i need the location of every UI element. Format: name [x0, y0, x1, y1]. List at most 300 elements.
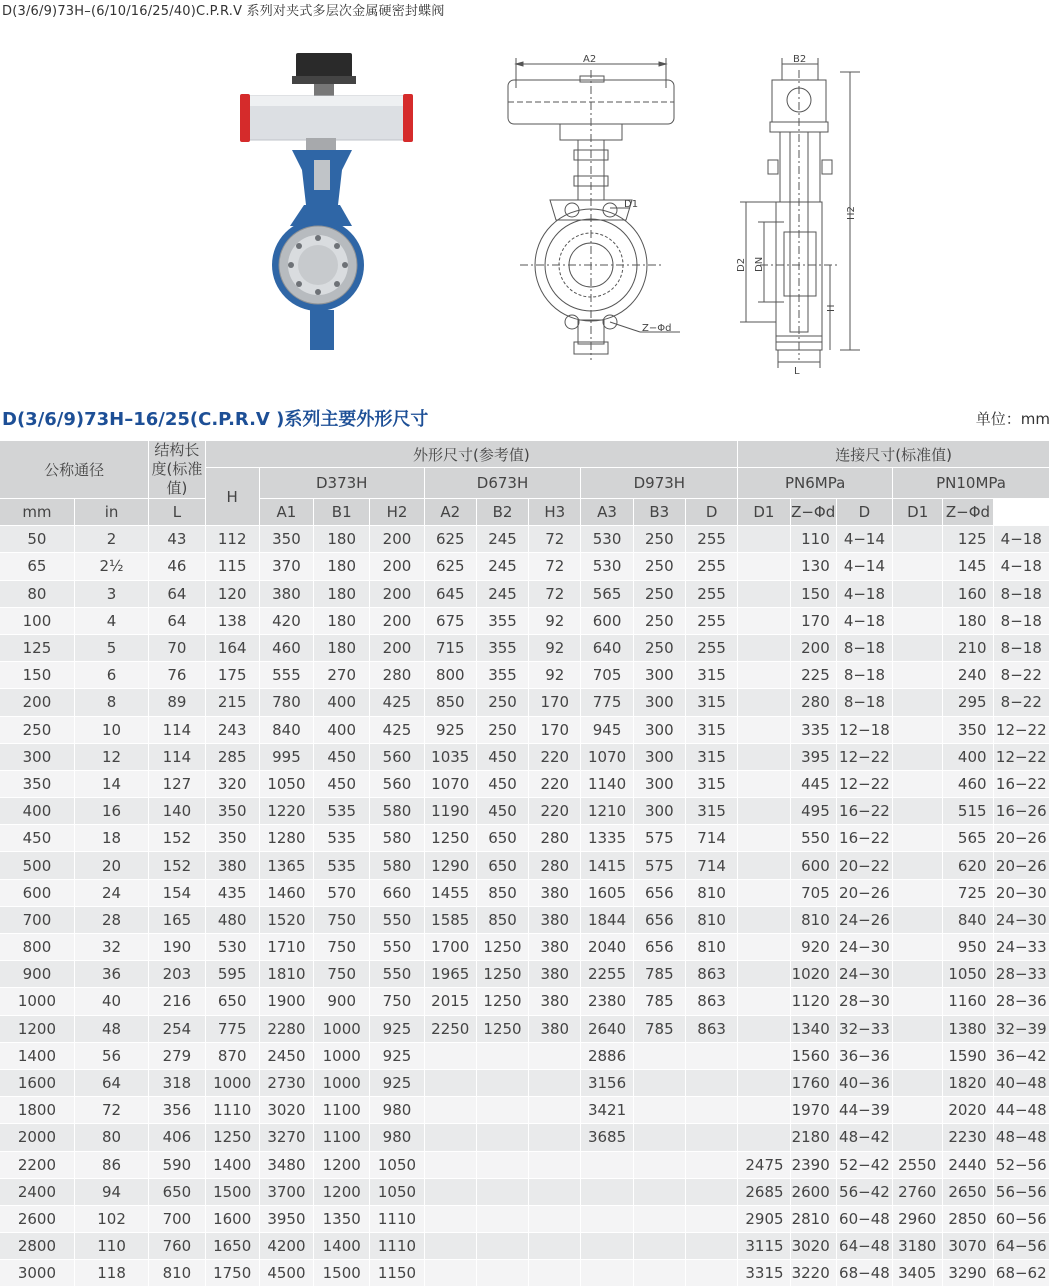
table-cell: 920: [790, 934, 836, 961]
table-cell: 495: [790, 798, 836, 825]
table-cell: 1844: [581, 906, 633, 933]
table-cell: 315: [685, 716, 737, 743]
table-cell: 12−22: [993, 743, 1049, 770]
table-cell: 8−18: [993, 580, 1049, 607]
table-cell: 12−22: [836, 770, 892, 797]
table-cell: [738, 1097, 790, 1124]
table-cell: 1400: [314, 1233, 370, 1260]
table-cell: 2886: [581, 1042, 633, 1069]
table-cell: 72: [529, 526, 581, 553]
table-cell: [424, 1124, 476, 1151]
table-cell: 355: [476, 634, 528, 661]
table-row: [0, 906, 1050, 933]
table-cell: 250: [633, 607, 685, 634]
table-cell: 3700: [259, 1178, 313, 1205]
table-cell: 425: [370, 689, 424, 716]
table-cell: 130: [790, 553, 836, 580]
table-cell: 24−30: [993, 906, 1049, 933]
table-cell: 112: [205, 526, 259, 553]
table-cell: [893, 1042, 943, 1069]
table-cell: 1110: [370, 1233, 424, 1260]
table-cell: 2810: [790, 1205, 836, 1232]
table-row: [0, 1069, 1050, 1096]
table-cell: 3180: [893, 1233, 943, 1260]
table-cell: 750: [314, 961, 370, 988]
table-cell: [476, 1233, 528, 1260]
table-row: [0, 580, 1050, 607]
table-cell: 380: [205, 852, 259, 879]
table-cell: [893, 961, 943, 988]
table-row: [0, 689, 1050, 716]
table-row: [0, 1178, 1050, 1205]
table-cell: [893, 1069, 943, 1096]
table-cell: 6: [74, 662, 148, 689]
table-cell: 4−18: [836, 607, 892, 634]
table-cell: 245: [476, 580, 528, 607]
column-header: B3: [633, 499, 685, 526]
table-cell: 8−22: [993, 662, 1049, 689]
table-cell: 1590: [943, 1042, 993, 1069]
table-cell: [893, 580, 943, 607]
table-cell: 1415: [581, 852, 633, 879]
table-cell: 152: [149, 825, 205, 852]
table-cell: [893, 770, 943, 797]
table-cell: 8−18: [993, 607, 1049, 634]
table-cell: 318: [149, 1069, 205, 1096]
table-cell: 380: [529, 961, 581, 988]
table-cell: 1000: [314, 1015, 370, 1042]
table-cell: [738, 662, 790, 689]
table-cell: 118: [74, 1260, 148, 1287]
table-cell: [529, 1069, 581, 1096]
table-cell: 68−48: [836, 1260, 892, 1287]
column-header: H3: [529, 499, 581, 526]
table-cell: 2200: [0, 1151, 74, 1178]
table-cell: 36−42: [993, 1042, 1049, 1069]
table-cell: 80: [74, 1124, 148, 1151]
table-cell: 64: [149, 607, 205, 634]
table-cell: [738, 607, 790, 634]
table-cell: 44−48: [993, 1097, 1049, 1124]
table-cell: [529, 1233, 581, 1260]
table-cell: 995: [259, 743, 313, 770]
table-cell: 1250: [424, 825, 476, 852]
table-cell: 1460: [259, 879, 313, 906]
table-cell: 255: [685, 607, 737, 634]
table-cell: 1110: [205, 1097, 259, 1124]
table-row: [0, 961, 1050, 988]
table-cell: [685, 1260, 737, 1287]
table-cell: [738, 961, 790, 988]
table-cell: 445: [790, 770, 836, 797]
table-cell: 350: [0, 770, 74, 797]
table-cell: 255: [685, 580, 737, 607]
valve-photo: [240, 53, 413, 350]
table-cell: [581, 1151, 633, 1178]
table-cell: 70: [149, 634, 205, 661]
table-cell: 595: [205, 961, 259, 988]
table-cell: 250: [476, 689, 528, 716]
table-cell: 28−33: [993, 961, 1049, 988]
table-cell: 12−22: [836, 743, 892, 770]
table-cell: 550: [370, 934, 424, 961]
table-cell: 40: [74, 988, 148, 1015]
label-z-phi-d: Z−Φd: [642, 323, 672, 334]
table-cell: 2685: [738, 1178, 790, 1205]
table-cell: 254: [149, 1015, 205, 1042]
table-cell: 145: [943, 553, 993, 580]
table-cell: 600: [581, 607, 633, 634]
table-cell: 203: [149, 961, 205, 988]
table-row: [0, 1015, 1050, 1042]
table-cell: 350: [205, 825, 259, 852]
table-cell: 40−48: [993, 1069, 1049, 1096]
table-cell: [893, 526, 943, 553]
table-cell: 44−39: [836, 1097, 892, 1124]
label-l: L: [794, 366, 800, 377]
table-cell: [476, 1042, 528, 1069]
table-row: [0, 1151, 1050, 1178]
table-row: [0, 553, 1050, 580]
table-cell: 180: [314, 607, 370, 634]
table-cell: 92: [529, 662, 581, 689]
table-cell: [685, 1178, 737, 1205]
table-cell: 64−56: [993, 1233, 1049, 1260]
column-header: B1: [314, 499, 370, 526]
table-cell: [581, 1205, 633, 1232]
table-cell: 650: [205, 988, 259, 1015]
table-cell: 850: [424, 689, 476, 716]
table-cell: 1035: [424, 743, 476, 770]
table-cell: [738, 1069, 790, 1096]
table-cell: 28: [74, 906, 148, 933]
table-cell: [738, 906, 790, 933]
table-cell: 2255: [581, 961, 633, 988]
table-cell: 20−30: [993, 879, 1049, 906]
table-cell: 280: [370, 662, 424, 689]
table-cell: 2280: [259, 1015, 313, 1042]
table-cell: 1120: [790, 988, 836, 1015]
table-cell: 48−42: [836, 1124, 892, 1151]
table-cell: 36: [74, 961, 148, 988]
table-cell: 60−48: [836, 1205, 892, 1232]
column-header: A3: [581, 499, 633, 526]
table-cell: 450: [476, 743, 528, 770]
table-cell: 3020: [790, 1233, 836, 1260]
table-row: [0, 879, 1050, 906]
table-cell: 800: [0, 934, 74, 961]
table-cell: 570: [314, 879, 370, 906]
table-cell: [424, 1205, 476, 1232]
table-row: [0, 770, 1050, 797]
table-cell: 2960: [893, 1205, 943, 1232]
table-cell: 28−30: [836, 988, 892, 1015]
table-cell: 450: [476, 798, 528, 825]
table-cell: [738, 934, 790, 961]
table-row: [0, 1260, 1050, 1287]
table-cell: 1560: [790, 1042, 836, 1069]
table-cell: 1710: [259, 934, 313, 961]
table-cell: 94: [74, 1178, 148, 1205]
header-d673: D673H: [424, 468, 581, 499]
table-cell: 16: [74, 798, 148, 825]
table-cell: 2400: [0, 1178, 74, 1205]
table-cell: 2380: [581, 988, 633, 1015]
table-cell: [581, 1178, 633, 1205]
table-cell: 863: [685, 988, 737, 1015]
table-cell: 8−22: [993, 689, 1049, 716]
table-cell: 89: [149, 689, 205, 716]
table-cell: 450: [0, 825, 74, 852]
table-cell: 945: [581, 716, 633, 743]
table-cell: 150: [790, 580, 836, 607]
table-cell: 2250: [424, 1015, 476, 1042]
table-cell: 285: [205, 743, 259, 770]
table-cell: [476, 1260, 528, 1287]
table-cell: 180: [314, 526, 370, 553]
table-cell: 200: [790, 634, 836, 661]
table-cell: 780: [259, 689, 313, 716]
table-cell: 200: [370, 553, 424, 580]
table-cell: 1050: [370, 1151, 424, 1178]
table-cell: 125: [943, 526, 993, 553]
table-cell: 2650: [943, 1178, 993, 1205]
table-cell: 2450: [259, 1042, 313, 1069]
table-cell: 1350: [314, 1205, 370, 1232]
table-cell: 1970: [790, 1097, 836, 1124]
table-cell: 750: [370, 988, 424, 1015]
table-cell: 425: [370, 716, 424, 743]
table-cell: 76: [149, 662, 205, 689]
table-cell: 14: [74, 770, 148, 797]
table-cell: 700: [149, 1205, 205, 1232]
table-cell: 400: [314, 689, 370, 716]
table-cell: 1760: [790, 1069, 836, 1096]
table-cell: 3115: [738, 1233, 790, 1260]
table-cell: 980: [370, 1097, 424, 1124]
table-cell: 255: [685, 553, 737, 580]
table-cell: 315: [685, 662, 737, 689]
table-cell: 810: [685, 906, 737, 933]
table-cell: 750: [314, 906, 370, 933]
table-cell: 1500: [314, 1260, 370, 1287]
table-cell: 190: [149, 934, 205, 961]
table-cell: 3405: [893, 1260, 943, 1287]
table-cell: 1900: [259, 988, 313, 1015]
table-cell: 705: [581, 662, 633, 689]
section-title: D(3/6/9)73H–16/25(C.P.R.V )系列主要外形尺寸: [2, 409, 429, 430]
table-cell: 355: [476, 662, 528, 689]
table-cell: 72: [74, 1097, 148, 1124]
table-cell: 32: [74, 934, 148, 961]
table-cell: 400: [314, 716, 370, 743]
table-cell: 2760: [893, 1178, 943, 1205]
valve-illustrations: [0, 30, 1052, 390]
table-row: [0, 743, 1050, 770]
table-cell: 220: [529, 798, 581, 825]
table-cell: 460: [259, 634, 313, 661]
table-cell: 980: [370, 1124, 424, 1151]
table-cell: 4−14: [836, 553, 892, 580]
table-cell: [476, 1097, 528, 1124]
table-cell: 1800: [0, 1097, 74, 1124]
table-cell: [581, 1260, 633, 1287]
table-cell: 656: [633, 879, 685, 906]
table-cell: 1000: [314, 1042, 370, 1069]
table-cell: [738, 580, 790, 607]
table-cell: 220: [529, 743, 581, 770]
column-header: A1: [259, 499, 313, 526]
table-cell: 3220: [790, 1260, 836, 1287]
table-cell: 580: [370, 852, 424, 879]
table-cell: 656: [633, 934, 685, 961]
table-row: [0, 825, 1050, 852]
table-cell: 36−36: [836, 1042, 892, 1069]
table-cell: 2640: [581, 1015, 633, 1042]
table-cell: 580: [370, 798, 424, 825]
table-cell: 775: [205, 1015, 259, 1042]
table-cell: 1250: [476, 988, 528, 1015]
table-cell: [529, 1042, 581, 1069]
table-cell: 3315: [738, 1260, 790, 1287]
table-cell: 115: [205, 553, 259, 580]
table-cell: 210: [943, 634, 993, 661]
table-cell: 127: [149, 770, 205, 797]
header-outline: 外形尺寸(参考值): [205, 441, 738, 468]
table-cell: 2475: [738, 1151, 790, 1178]
table-row: [0, 988, 1050, 1015]
table-cell: 320: [205, 770, 259, 797]
table-cell: 250: [633, 526, 685, 553]
table-cell: 200: [370, 580, 424, 607]
table-cell: 72: [529, 553, 581, 580]
table-cell: 1605: [581, 879, 633, 906]
table-cell: 8−18: [993, 634, 1049, 661]
table-cell: [738, 988, 790, 1015]
table-cell: 240: [943, 662, 993, 689]
table-cell: 4200: [259, 1233, 313, 1260]
table-cell: [893, 852, 943, 879]
table-cell: 68−62: [993, 1260, 1049, 1287]
table-cell: 114: [149, 716, 205, 743]
table-cell: [738, 1015, 790, 1042]
table-cell: 255: [685, 634, 737, 661]
table-cell: 1150: [370, 1260, 424, 1287]
table-cell: 1110: [370, 1205, 424, 1232]
table-cell: 295: [943, 689, 993, 716]
table-cell: 200: [370, 634, 424, 661]
table-cell: 160: [943, 580, 993, 607]
table-cell: 925: [370, 1015, 424, 1042]
table-cell: 48−48: [993, 1124, 1049, 1151]
table-cell: 660: [370, 879, 424, 906]
table-cell: 775: [581, 689, 633, 716]
table-cell: 450: [476, 770, 528, 797]
table-cell: 600: [0, 879, 74, 906]
table-cell: [529, 1178, 581, 1205]
table-cell: [893, 662, 943, 689]
table-cell: 810: [685, 934, 737, 961]
table-cell: 810: [685, 879, 737, 906]
table-cell: 1250: [476, 934, 528, 961]
table-cell: 535: [314, 852, 370, 879]
table-cell: 565: [581, 580, 633, 607]
table-cell: 280: [790, 689, 836, 716]
table-cell: 216: [149, 988, 205, 1015]
table-cell: 140: [149, 798, 205, 825]
table-cell: 152: [149, 852, 205, 879]
table-row: [0, 607, 1050, 634]
table-cell: 406: [149, 1124, 205, 1151]
table-cell: 2½: [74, 553, 148, 580]
front-view-drawing: [508, 58, 680, 360]
table-cell: 315: [685, 743, 737, 770]
table-cell: 1020: [790, 961, 836, 988]
table-cell: [529, 1151, 581, 1178]
table-cell: 60−56: [993, 1205, 1049, 1232]
table-cell: [738, 1042, 790, 1069]
table-cell: 625: [424, 553, 476, 580]
table-cell: [738, 879, 790, 906]
table-cell: 4: [74, 607, 148, 634]
table-cell: 56−56: [993, 1178, 1049, 1205]
table-cell: 785: [633, 961, 685, 988]
table-cell: 16−26: [993, 798, 1049, 825]
label-a2: A2: [583, 54, 597, 65]
table-cell: [633, 1178, 685, 1205]
table-cell: 656: [633, 906, 685, 933]
table-cell: 175: [205, 662, 259, 689]
table-cell: 500: [0, 852, 74, 879]
table-row: [0, 934, 1050, 961]
table-cell: 52−56: [993, 1151, 1049, 1178]
table-row: [0, 1124, 1050, 1151]
table-cell: 245: [476, 553, 528, 580]
column-header: A2: [424, 499, 476, 526]
table-cell: [893, 879, 943, 906]
table-cell: 150: [0, 662, 74, 689]
table-cell: 380: [529, 1015, 581, 1042]
table-row: [0, 662, 1050, 689]
table-cell: 120: [205, 580, 259, 607]
table-cell: 8: [74, 689, 148, 716]
table-cell: 840: [259, 716, 313, 743]
table-cell: 1200: [0, 1015, 74, 1042]
table-cell: 2600: [0, 1205, 74, 1232]
table-cell: 180: [314, 634, 370, 661]
table-cell: 138: [205, 607, 259, 634]
table-cell: [633, 1069, 685, 1096]
table-cell: 625: [424, 526, 476, 553]
table-row: [0, 526, 1050, 553]
table-cell: 1070: [581, 743, 633, 770]
table-cell: 555: [259, 662, 313, 689]
table-cell: 350: [943, 716, 993, 743]
table-cell: 560: [370, 743, 424, 770]
table-cell: 2850: [943, 1205, 993, 1232]
table-cell: 300: [633, 798, 685, 825]
table-cell: 1455: [424, 879, 476, 906]
table-cell: 32−33: [836, 1015, 892, 1042]
label-dn: DN: [754, 256, 765, 272]
table-cell: 925: [424, 716, 476, 743]
table-cell: 8−18: [836, 689, 892, 716]
table-cell: 3421: [581, 1097, 633, 1124]
table-cell: [424, 1260, 476, 1287]
table-cell: 16−22: [836, 825, 892, 852]
table-cell: 65: [0, 553, 74, 580]
table-cell: 785: [633, 988, 685, 1015]
